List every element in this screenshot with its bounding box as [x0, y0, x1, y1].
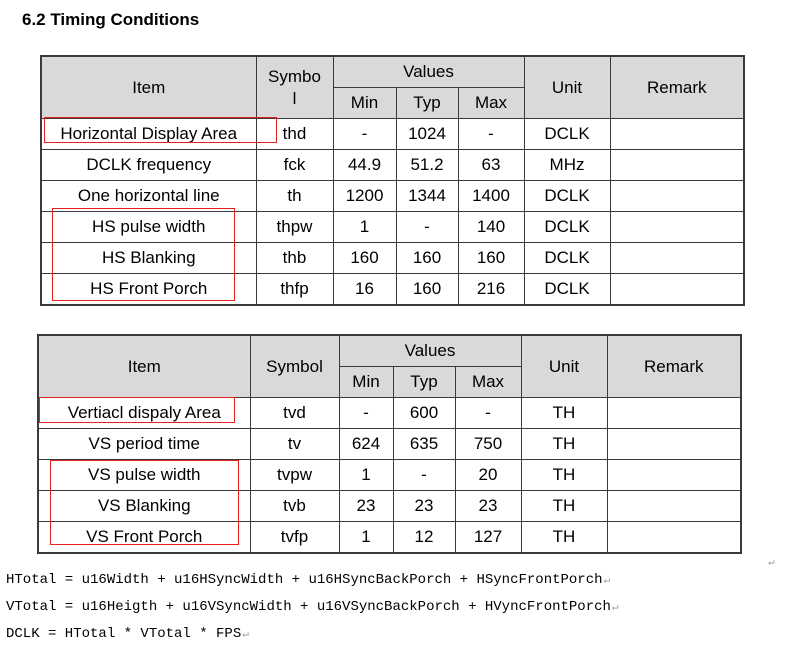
cell-typ: 160 [396, 274, 458, 306]
header-min: Min [339, 367, 393, 398]
cell-typ: 160 [396, 243, 458, 274]
cell-typ: 1344 [396, 181, 458, 212]
cell-item: HS pulse width [41, 212, 256, 243]
cell-symbol: th [256, 181, 333, 212]
formula-vtotal [6, 599, 619, 615]
formula-vtotal-text: VTotal = u16Heigth + u16VSyncWidth + u16VSyncBackPorch + HVyncFrontPorch [6, 599, 611, 615]
table-row [41, 274, 744, 306]
cell-item: VS period time [38, 429, 250, 460]
cell-min: 1 [339, 460, 393, 491]
cell-item: HS Front Porch [41, 274, 256, 306]
cell-item: DCLK frequency [41, 150, 256, 181]
cell-remark [607, 522, 741, 554]
cell-max: 63 [458, 150, 524, 181]
formula-htotal-text: HTotal = u16Width + u16HSyncWidth + u16HSyncBackPorch + HSyncFrontPorch [6, 572, 603, 588]
horizontal-timing-table [40, 55, 745, 306]
table-row [38, 398, 741, 429]
cell-remark [610, 150, 744, 181]
header-symbol: Symbol [250, 335, 339, 398]
cell-remark [607, 429, 741, 460]
return-mark: ↵ [768, 557, 775, 569]
header-values: Values [333, 56, 524, 88]
cell-typ: - [396, 212, 458, 243]
section-heading: 6.2 Timing Conditions [22, 10, 200, 29]
cell-symbol: tvpw [250, 460, 339, 491]
header-max: Max [455, 367, 521, 398]
cell-typ: - [393, 460, 455, 491]
cell-remark [607, 398, 741, 429]
cell-max: 23 [455, 491, 521, 522]
table-row [41, 150, 744, 181]
cell-min: 624 [339, 429, 393, 460]
table-header-row [38, 335, 741, 367]
cell-unit: TH [521, 460, 607, 491]
header-remark: Remark [610, 56, 744, 119]
cell-min: 1200 [333, 181, 396, 212]
cell-unit: DCLK [524, 274, 610, 306]
cell-symbol: tvb [250, 491, 339, 522]
header-unit: Unit [524, 56, 610, 119]
cell-max: 1400 [458, 181, 524, 212]
cell-symbol: tvd [250, 398, 339, 429]
cell-typ: 12 [393, 522, 455, 554]
cell-unit: DCLK [524, 119, 610, 150]
table-row [38, 429, 741, 460]
cell-symbol: tv [250, 429, 339, 460]
header-max: Max [458, 88, 524, 119]
cell-unit: TH [521, 398, 607, 429]
cell-max: 216 [458, 274, 524, 306]
cell-remark [610, 212, 744, 243]
cell-min: 160 [333, 243, 396, 274]
cell-min: 1 [339, 522, 393, 554]
cell-unit: TH [521, 429, 607, 460]
table-row [38, 460, 741, 491]
cell-symbol: fck [256, 150, 333, 181]
cell-remark [610, 274, 744, 306]
cell-min: 1 [333, 212, 396, 243]
cell-symbol: tvfp [250, 522, 339, 554]
cell-item: Vertiacl dispaly Area [38, 398, 250, 429]
return-mark: ↵ [242, 629, 249, 641]
table-row [38, 491, 741, 522]
cell-max: 160 [458, 243, 524, 274]
header-item: Item [41, 56, 256, 119]
cell-unit: TH [521, 491, 607, 522]
formula-dclk [6, 626, 249, 642]
table-row [41, 181, 744, 212]
cell-symbol: thb [256, 243, 333, 274]
cell-unit: DCLK [524, 243, 610, 274]
cell-unit: DCLK [524, 212, 610, 243]
cell-item: One horizontal line [41, 181, 256, 212]
cell-typ: 635 [393, 429, 455, 460]
cell-remark [607, 460, 741, 491]
formula-htotal [6, 572, 610, 588]
cell-max: - [458, 119, 524, 150]
table-row [41, 243, 744, 274]
cell-symbol: thpw [256, 212, 333, 243]
table-row [41, 212, 744, 243]
return-mark: ↵ [603, 575, 611, 587]
cell-max: 127 [455, 522, 521, 554]
table-header-row [41, 56, 744, 88]
header-typ: Typ [396, 88, 458, 119]
formula-dclk-text: DCLK = HTotal * VTotal * FPS [6, 626, 242, 642]
cell-remark [610, 243, 744, 274]
return-mark: ↵ [611, 602, 619, 614]
cell-unit: MHz [524, 150, 610, 181]
header-remark: Remark [607, 335, 741, 398]
cell-min: - [333, 119, 396, 150]
cell-symbol: thfp [256, 274, 333, 306]
cell-min: 23 [339, 491, 393, 522]
cell-remark [610, 119, 744, 150]
header-min: Min [333, 88, 396, 119]
vertical-timing-table [37, 334, 742, 554]
cell-typ: 600 [393, 398, 455, 429]
header-symbol [256, 56, 333, 119]
cell-max: 750 [455, 429, 521, 460]
table-row [41, 119, 744, 150]
cell-item: Horizontal Display Area [41, 119, 256, 150]
cell-max: 140 [458, 212, 524, 243]
header-typ: Typ [393, 367, 455, 398]
cell-unit: TH [521, 522, 607, 554]
paragraph-mark [768, 555, 775, 569]
cell-min: 16 [333, 274, 396, 306]
cell-typ: 1024 [396, 119, 458, 150]
cell-symbol: thd [256, 119, 333, 150]
cell-typ: 51.2 [396, 150, 458, 181]
cell-min: 44.9 [333, 150, 396, 181]
cell-min: - [339, 398, 393, 429]
header-item: Item [38, 335, 250, 398]
cell-unit: DCLK [524, 181, 610, 212]
cell-item: VS Front Porch [38, 522, 250, 554]
table-row [38, 522, 741, 554]
header-unit: Unit [521, 335, 607, 398]
cell-max: 20 [455, 460, 521, 491]
cell-item: VS Blanking [38, 491, 250, 522]
header-symbol-label: Symbo l [268, 67, 321, 108]
cell-remark [610, 181, 744, 212]
cell-max: - [455, 398, 521, 429]
cell-item: HS Blanking [41, 243, 256, 274]
cell-item: VS pulse width [38, 460, 250, 491]
cell-remark [607, 491, 741, 522]
header-values: Values [339, 335, 521, 367]
cell-typ: 23 [393, 491, 455, 522]
